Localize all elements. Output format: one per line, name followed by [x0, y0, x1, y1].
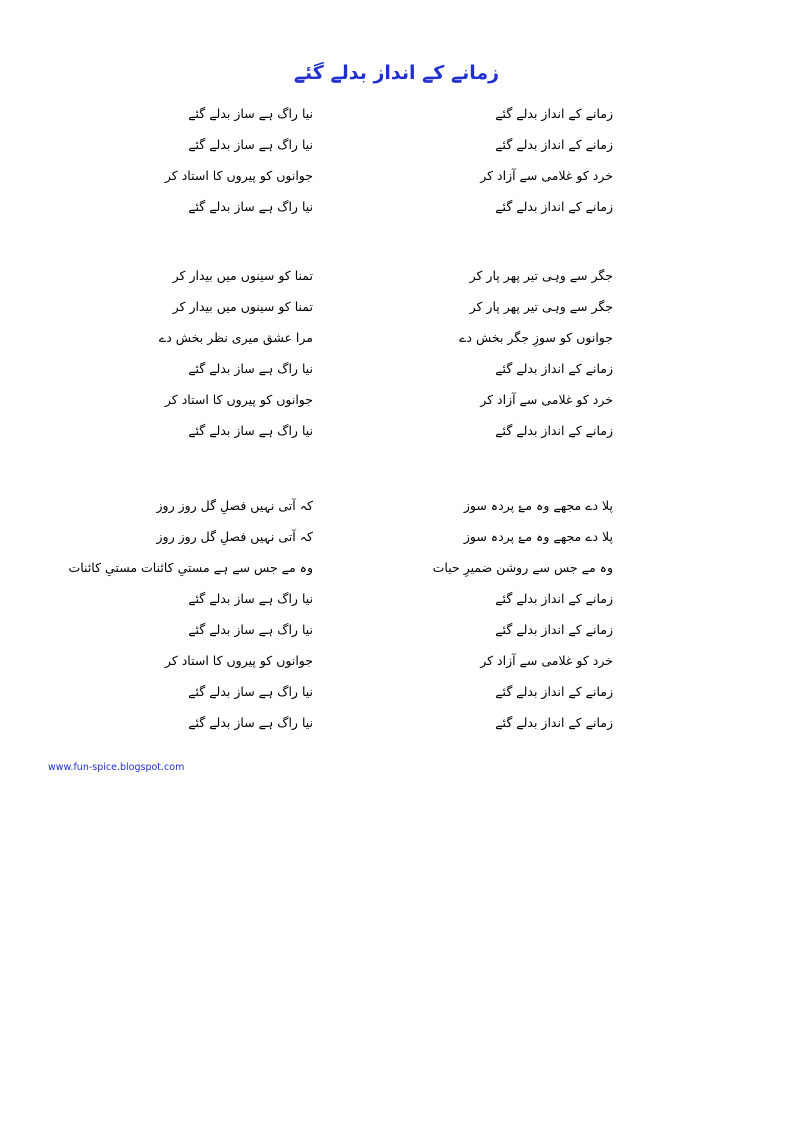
verse-row	[0, 490, 793, 521]
verse-left: وہ مے جس سے ہے مستیِ کائنات مستیِ کائنات	[68, 560, 313, 575]
verse-right: زمانے کے انداز بدلے گئے	[495, 715, 613, 730]
stanza-1	[0, 98, 793, 222]
verse-right: خرد کو غلامی سے آزاد کر	[480, 392, 613, 407]
verse-row	[0, 552, 793, 583]
verse-left: تمنا کو سینوں میں بیدار کر	[172, 299, 313, 314]
verse-row	[0, 645, 793, 676]
verse-row	[0, 322, 793, 353]
verse-right: جگر سے وہی تیر پھر پار کر	[469, 299, 613, 314]
verse-right: زمانے کے انداز بدلے گئے	[495, 106, 613, 121]
verse-row	[0, 614, 793, 645]
verse-left: نیا راگ ہے ساز بدلے گئے	[188, 137, 313, 152]
verse-row	[0, 160, 793, 191]
verse-row	[0, 291, 793, 322]
verse-right: خرد کو غلامی سے آزاد کر	[480, 168, 613, 183]
verse-left: نیا راگ ہے ساز بدلے گئے	[188, 591, 313, 606]
verse-left: جوانوں کو پیروں کا استاد کر	[164, 168, 313, 183]
verse-left: نیا راگ ہے ساز بدلے گئے	[188, 199, 313, 214]
verse-right: جگر سے وہی تیر پھر پار کر	[469, 268, 613, 283]
verse-right: زمانے کے انداز بدلے گئے	[495, 684, 613, 699]
verse-left: نیا راگ ہے ساز بدلے گئے	[188, 423, 313, 438]
verse-right: پلا دے مجھے وہ مۓ پردہ سوز	[463, 498, 613, 513]
verse-right: زمانے کے انداز بدلے گئے	[495, 361, 613, 376]
verse-right: پلا دے مجھے وہ مۓ پردہ سوز	[463, 529, 613, 544]
verse-left: مرا عشق میری نظر بخش دے	[158, 330, 313, 345]
verse-left: تمنا کو سینوں میں بیدار کر	[172, 268, 313, 283]
verse-left: نیا راگ ہے ساز بدلے گئے	[188, 622, 313, 637]
verse-right: زمانے کے انداز بدلے گئے	[495, 591, 613, 606]
verse-row	[0, 583, 793, 614]
verse-left: جوانوں کو پیروں کا استاد کر	[164, 392, 313, 407]
verse-row	[0, 676, 793, 707]
verse-right: زمانے کے انداز بدلے گئے	[495, 622, 613, 637]
stanza-3	[0, 490, 793, 738]
verse-row	[0, 384, 793, 415]
verse-right: زمانے کے انداز بدلے گئے	[495, 423, 613, 438]
verse-right: وہ مے جس سے روشن ضمیرِ حیات	[432, 560, 613, 575]
verse-row	[0, 521, 793, 552]
verse-left: جوانوں کو پیروں کا استاد کر	[164, 653, 313, 668]
verse-left: کہ آتی نہیں فصلِ گل روز روز	[156, 498, 313, 513]
verse-right: زمانے کے انداز بدلے گئے	[495, 199, 613, 214]
verse-right: خرد کو غلامی سے آزاد کر	[480, 653, 613, 668]
verse-right: زمانے کے انداز بدلے گئے	[495, 137, 613, 152]
verse-row	[0, 707, 793, 738]
blog-link[interactable]: www.fun-spice.blogspot.com	[48, 762, 185, 773]
stanza-2	[0, 260, 793, 446]
verse-row	[0, 98, 793, 129]
verse-row	[0, 260, 793, 291]
verse-left: کہ آتی نہیں فصلِ گل روز روز	[156, 529, 313, 544]
verse-left: نیا راگ ہے ساز بدلے گئے	[188, 361, 313, 376]
verse-row	[0, 415, 793, 446]
verse-row	[0, 353, 793, 384]
verse-left: نیا راگ ہے ساز بدلے گئے	[188, 684, 313, 699]
page-title: زمانے کے انداز بدلے گئے	[293, 62, 500, 84]
verse-left: نیا راگ ہے ساز بدلے گئے	[188, 106, 313, 121]
verse-right: جوانوں کو سوزِ جگر بخش دے	[459, 330, 613, 345]
verse-row	[0, 191, 793, 222]
verse-row	[0, 129, 793, 160]
verse-left: نیا راگ ہے ساز بدلے گئے	[188, 715, 313, 730]
